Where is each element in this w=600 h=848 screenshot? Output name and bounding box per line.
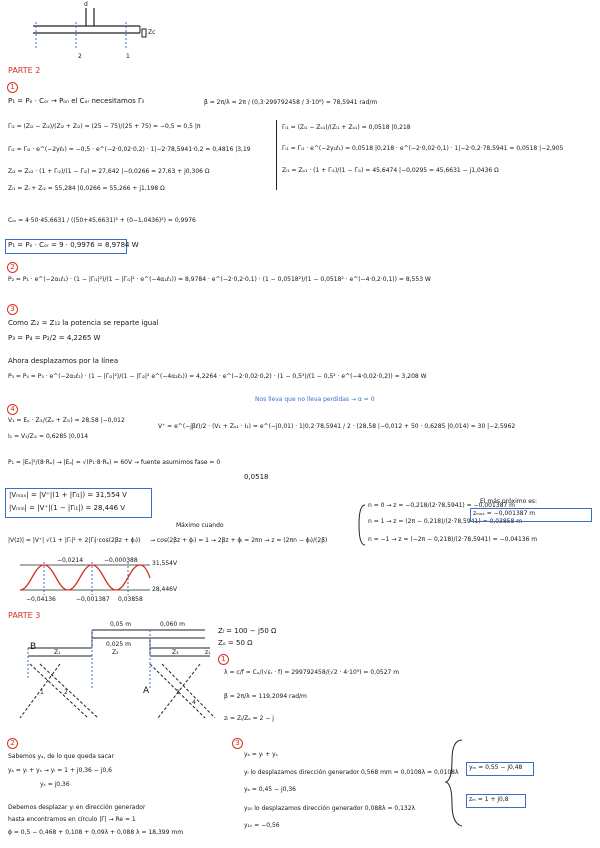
s3p3-line2: yₗ lo desplazamos dirección generador 0,568 mm = 0,0108λ = 0,0108λ (244, 769, 459, 776)
n1-eq: n = 1 → z = (2π − 0,218)/(2·78,5941) = 0,03858 m (368, 518, 523, 525)
s3-line4: P₃ = P₄ = P₃ · e^(−2α₂ℓ₂) · (1 − |Γₗ₂|²)/(1 − |Γₗ₂|² e^(−4α₂ℓ₂)) = 4,2264 · e^(−2·0,02·0,2) · (1 − 0,5²)/(1 − 0,5² · e^(−4·0,02·0,2)) = 3,208 W (8, 373, 427, 380)
zl-normalized: zₗ = Zₗ/Zₒ = 2 − j (224, 715, 274, 722)
gamma-l2-eq: Γₗ₂ = (Zₗ₂ − Zₗ₂)/(Zₗ₂ + Zₗ₂) = (25 − 75)/(25 + 75) = −0,5 = 0,5 |π (8, 123, 201, 130)
node-b-label: B (30, 642, 37, 652)
graph-x-label: −0,04136 (26, 596, 56, 603)
section-number: 1 (218, 654, 229, 665)
length-label: 0,05 m (110, 621, 132, 628)
n2-eq: n = −1 → z = (−2π − 0,218)/(2·78,5941) = −0,04136 m (368, 536, 538, 543)
s2p3-line1: Sabemos yₐ, de lo que queda sacar (8, 753, 115, 760)
gamma-i1-eq: Γᵢ₁ = Γₗ₁ · e^(−2γ₁ℓ₁) = 0,0518 |0,218 · e^(−2·0,02·0,1) · 1|−2·0,2·78,5941 = 0,0518 |−2,905 (282, 145, 564, 152)
beta-eq: β = 2π/λ = 2π / (0,3·299792458 / 3·10⁸) = 78,5941 rad/m (204, 99, 378, 106)
line-number: 3 (176, 689, 180, 696)
no-loss-note: Nos lleva que no lleva perdidas → α = 0 (255, 396, 375, 403)
v1-eq: V₁ = Eₒ · Zᵢ₁/(Zₒ + Zᵢ₁) = 28,58 |−0,012 (8, 417, 125, 424)
s2p3-line3: yₛ = j0,36 (40, 781, 70, 788)
pos-1-label: 1 (126, 53, 130, 60)
graph-vmin-label: 28,446V (152, 586, 178, 593)
graph-x-label: −0,000388 (104, 557, 138, 564)
lambda-eq: λ = c/f = Cₒ/(√εᵣ · f) = 299792458/(√2 · 4·10⁹) = 0,0527 m (224, 669, 400, 676)
line-impedance-label: Z₁ (54, 649, 61, 656)
section-number: 2 (7, 738, 18, 749)
line-number: 1 (40, 689, 44, 696)
zc-label: Zc (148, 29, 156, 36)
vmin-eq: |Vₘᵢₙ| = |V⁺|(1 − |Γₗ₁|) = 28,446 V (9, 504, 126, 512)
vz-eq: |V(z)| = |V⁺| √(1 + |Γₗ|² + 2|Γₗ|·cos(2βz + ϕₗ)) (8, 537, 141, 544)
graph-x-label: −0,001387 (76, 596, 110, 603)
s3-line1: Como Zᵢ₂ = Z₁₂ la potencia se reparte igual (8, 319, 159, 327)
zc-given: Zₒ = 50 Ω (218, 639, 253, 647)
i1-eq: I₁ = V₁/Zᵢ₁ = 0,6285 |0,014 (8, 433, 89, 440)
s3p3-line1: yₐ = yₗ + yₛ (244, 751, 278, 758)
max-note: Máximo cuando (176, 522, 224, 529)
p1-result: P₁ = Pₑ · Cₒᵣ = 9 · 0,9976 = 8,9784 W (8, 241, 139, 249)
beta3-eq: β = 2π/λ = 119,2094 rad/m (224, 693, 307, 700)
ym-result: yₘ = 0,55 − j0,48 (469, 764, 523, 771)
s3p3-line3: yₐ = 0,45 − j0,36 (244, 786, 296, 793)
line-number: 2 (64, 689, 68, 696)
s2p3-line4: Debemos desplazar yₗ en dirección generador (8, 804, 146, 811)
s2p3-line6: ϕ = 0,5 − 0,468 + 0,108 + 0,09λ + 0,088 λ = 18,399 mm (8, 829, 184, 836)
zl1-eq: Zₗ₁ = Zₗ + Zᵢ₂ = 55,284 |0,0266 = 55,266 + j1,198 Ω (8, 185, 165, 192)
gamma-i2-eq: Γᵢ₂ = Γₗ₂ · e^(−2γℓ₂) = −0,5 · e^(−2·0,02·0,2) · 1|−2·78,5941·0,2 = 0,4816 |3,19 (8, 146, 251, 153)
d-label: d (84, 1, 88, 8)
z1-label: z₁ (205, 649, 211, 656)
eg-eq: P₁ = |Eₒ|²/(8·Rₒ) → |Eₒ| = √(P₁·8·Rₒ) = 60V → fuente asumimos fase = 0 (8, 459, 221, 466)
length-label: 0,025 m (106, 641, 131, 648)
s2p3-line5: hasta encontrarnos en círculo |Γ| → Re = 1 (8, 816, 136, 823)
vmax-eq: |Vₘₐₓ| = |V⁺|(1 + |Γₗ₁|) = 31,554 V (9, 491, 127, 499)
cor-eq: Cₒᵣ = 4·50·45,6631 / ((50+45,6631)² + (0−1,0436)²) = 0,9976 (8, 217, 196, 224)
parte2-title: PARTE 2 (8, 66, 41, 75)
s3p3-line5: y₁ₙ = −0,56 (244, 822, 280, 829)
graph-vmax-label: 31,554V (152, 560, 178, 567)
graph-x-label: 0,03858 (118, 596, 143, 603)
s2p3-line2: yₐ = yₗ + yₛ → yₗ = 1 + j0,36 − j0,6 (8, 767, 112, 774)
p2-eq: P₂ = P₁ · e^(−2α₁ℓ₁) · (1 − |Γₗ₁|²)/(1 − |Γᵢ₁|² · e^(−4α₁ℓ₁)) = 8,9784 · e^(−2·0,2·0,1) · (1 − 0,0518²)/(1 − 0,0518² · e^(−4·0,2·0,1)) = 8,553 W (8, 276, 431, 283)
pos-2-label: 2 (78, 53, 82, 60)
zl-given: Zₗ = 100 − j50 Ω (218, 627, 277, 635)
zmax-result: zₘₐₓ = −0,001387 m (473, 510, 536, 517)
p1-intro: P₁ = Pₑ · Cₒᵣ → Pₒₙ el Cₒᵣ necesitamos Γᵢₗ (8, 97, 145, 105)
line-impedance-label: Z₂ (112, 649, 119, 656)
section-number: 1 (7, 82, 18, 93)
section-number: 2 (7, 262, 18, 273)
gamma-l1-eq: Γₗ₁ = (Zₗ₁ − Zₒ₁)/(Zₗ₁ + Zₒ₁) = 0,0518 |0,218 (282, 124, 411, 131)
parte3-title: PARTE 3 (8, 611, 41, 620)
zm-result: zₘ = 1 + j0,8 (469, 796, 509, 803)
line-number: 4 (192, 699, 196, 706)
s3-line2: P₃ = P₄ = P₂/2 = 4,2265 W (8, 334, 101, 342)
node-a-label: A (143, 686, 150, 696)
s3-line3: Ahora desplazamos por la línea (8, 357, 119, 365)
zi1-eq: Zᵢ₁ = Zₒ₁ · (1 + Γᵢ₁)/(1 − Γᵢ₁) = 45,6474 |−0,0295 = 45,6631 − j1,0436 Ω (282, 167, 499, 174)
zi2-eq: Zᵢ₂ = Zₒ₂ · (1 + Γᵢ₂)/(1 − Γᵢ₂) = 27,642 |−0,0266 = 27,63 + j0,306 Ω (8, 168, 210, 175)
section-number: 4 (7, 404, 18, 415)
graph-x-label: −0,0214 (57, 557, 84, 564)
length-label: 0,060 m (160, 621, 185, 628)
max-condition: → cos(2βz + ϕₗ) = 1 → 2βz + ϕₗ = 2πn → z = (2πn − ϕₗ)/(2β) (150, 537, 328, 544)
gamma-value: 0,0518 (244, 473, 269, 481)
vplus-eq: V⁺ = e^(−jβℓ)/2 · (V₁ + Zₒ₁ · I₁) = e^(−j0,01) · 1|0,2·78,5941 / 2 · (28,58 |−0,012 + 50 · 0,6285 |0,014) = 30 |−2,5962 (158, 423, 516, 430)
n0-eq: n = 0 → z = −0,218/(2·78,5941) = −0,001387 m (368, 502, 515, 509)
s3p3-line4: y₂₀ lo desplazamos dirección generador 0,088λ = 0,132λ (244, 805, 416, 812)
closest-note: El más próximo es: (480, 498, 538, 505)
section-number: 3 (232, 738, 243, 749)
line-impedance-label: Z₃ (172, 649, 179, 656)
section-number: 3 (7, 304, 18, 315)
